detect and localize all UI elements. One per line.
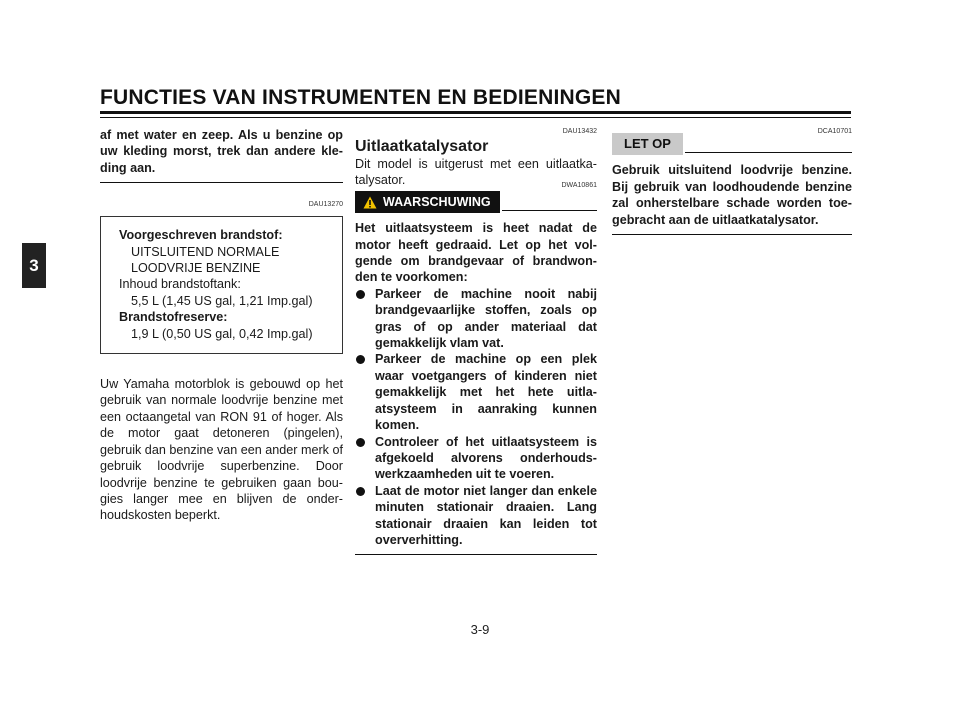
recommended-fuel-value-2: LOODVRIJE BENZINE	[131, 261, 261, 276]
continued-warning-text: af met water en zeep. Als u benzine op uw kleding morst, trek dan andere kle-ding aan.	[100, 128, 343, 175]
bullet-icon	[356, 355, 365, 364]
fuel-reserve-value: 1,9 L (0,50 US gal, 0,42 Imp.gal)	[131, 326, 313, 341]
warning-badge	[355, 191, 500, 213]
bullet-icon	[356, 290, 365, 299]
bullet-icon	[356, 438, 365, 447]
warning-end-rule	[355, 554, 597, 555]
warning-label: WAARSCHUWING	[383, 194, 491, 209]
warning-triangle-icon	[363, 196, 377, 209]
warning-bullet-list	[355, 286, 597, 549]
list-item: Parkeer de machine nooit nabij brandgevaarlijke stoffen, zoals op gras of op ander materiaal dat gemakkelijk vlam vat.	[355, 286, 597, 352]
header-rule-thin	[100, 117, 851, 118]
caution-code: DCA10701	[817, 128, 852, 135]
tank-capacity-value: 5,5 L (1,45 US gal, 1,21 Imp.gal)	[131, 293, 313, 308]
warning-code: DWA10861	[561, 181, 597, 189]
recommended-fuel-label: Voorgeschreven brandstof:	[119, 228, 283, 243]
caution-text: Gebruik uitsluitend loodvrije benzine. Bij gebruik van loodhoudende benzine zal onherstelbare schade worden toe-gebracht aan de uitlaatkatalysator.	[612, 163, 852, 227]
warning-end-rule	[100, 182, 343, 183]
catalyst-section-code: DAU13432	[562, 128, 597, 135]
fuel-body-text: Uw Yamaha motorblok is gebouwd op het gebruik van normale loodvrije benzine met een octaangetal van RON 91 of hoger. Als de motor gaat detoneren (pingelen), gebruik dan benzine van een ander merk of gebruik loodvrije superbenzine. Door loodvrije benzine te gebruiken gaan bou-gies langer mee en blijven de onder-houdskosten beperkt.	[100, 377, 343, 523]
caution-heading-rule	[685, 152, 852, 153]
warning-heading	[355, 191, 597, 213]
fuel-section-code: DAU13270	[308, 201, 343, 209]
fuel-reserve-label: Brandstofreserve:	[119, 310, 228, 325]
list-item: Controleer of het uitlaatsysteem is afgekoeld alvorens onderhouds-werkzaamheden uit te voeren.	[355, 434, 597, 483]
fuel-spec-box	[100, 216, 343, 354]
warning-heading-rule	[502, 210, 597, 211]
bullet-icon	[356, 487, 365, 496]
list-item: Parkeer de machine op een plek waar voetgangers of kinderen niet gemakkelijk met het hete uitla-atsysteem in aanraking kunnen komen.	[355, 351, 597, 433]
catalyst-intro-text: Dit model is uitgerust met een uitlaatka-talysator.	[355, 157, 597, 188]
caution-end-rule	[612, 234, 852, 235]
column-2	[355, 127, 597, 555]
catalyst-section-title: Uitlaatkatalysator	[355, 138, 489, 155]
recommended-fuel-value-1: UITSLUITEND NORMALE	[131, 244, 280, 259]
list-item: Laat de motor niet langer dan enkele minuten stationair draaien. Lang stationair draaien kan leiden tot oververhitting.	[355, 483, 597, 549]
warning-intro-text: Het uitlaatsysteem is heet nadat de motor heeft gedraaid. Let op het vol-gende om brandgevaar of brandwon-den te voorkomen:	[355, 221, 597, 285]
chapter-tab: 3	[22, 243, 46, 288]
column-3	[612, 127, 852, 235]
page-header-title: FUNCTIES VAN INSTRUMENTEN EN BEDIENINGEN	[100, 86, 621, 109]
caution-badge: LET OP	[612, 133, 683, 155]
page-number: 3-9	[470, 622, 490, 637]
header-rule-thick	[100, 111, 851, 114]
column-1	[100, 127, 343, 524]
tank-capacity-label: Inhoud brandstoftank:	[119, 277, 241, 292]
caution-heading	[612, 133, 852, 155]
